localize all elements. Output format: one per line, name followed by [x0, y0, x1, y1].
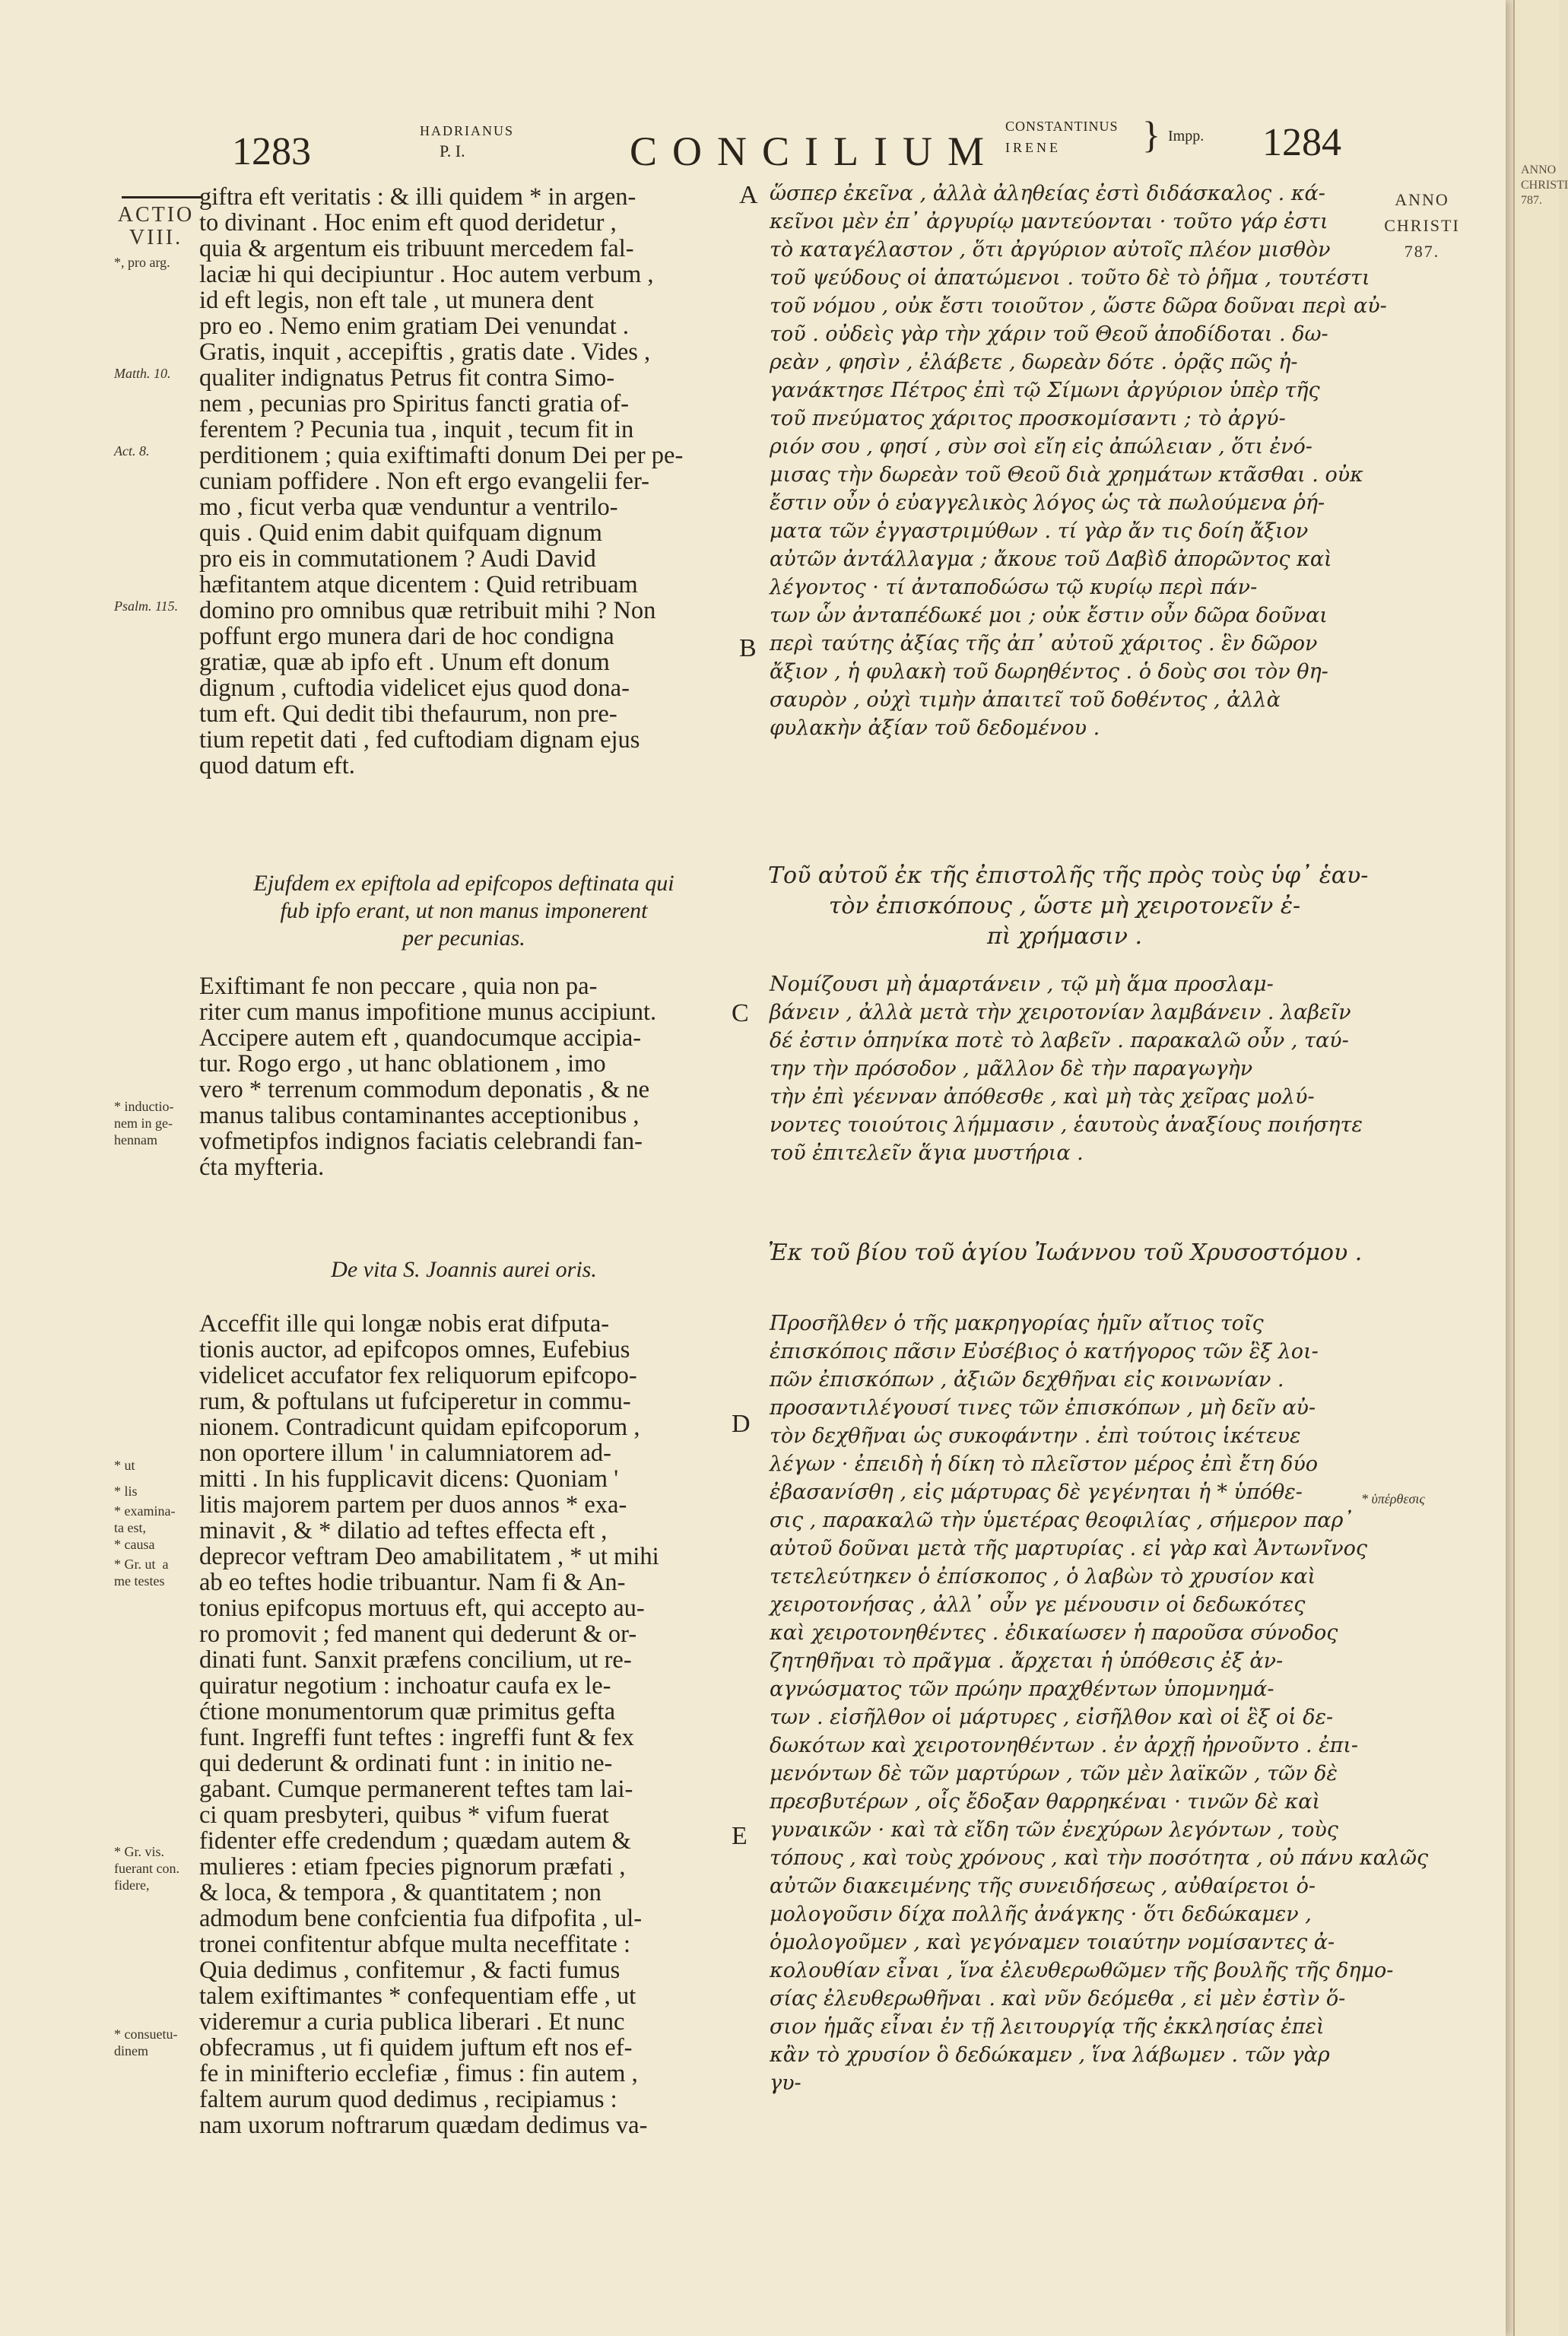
greek-text-block-3: Προσῆλθεν ὁ τῆς μακρηγορίας ἡμῖν αἴτιος τοῖς ἐπισκόποις πᾶσιν Εὐσέβιος ὁ κατήγορος τῶν ἓξ λοι- πῶν ἐπισκόπων , ἀξιῶν δεχθῆναι εἰς κοινωνίαν . προσαντιλέγουσί τινες τῶν ἐπισκόπων , μὴ δεῖν αὐ- τὸν δεχθῆναι ὡς συκοφάντην . ἐπὶ τούτοις ἱκέτευε λέγων · ἐπειδὴ ἡ δίκη τὸ πλεῖστον μέρος ἐπὶ ἔτη δύο ἐβασανίσθη , εἰς μάρτυρας δὲ γεγένηται ἡ * ὑπόθε- σις , παρακαλῶ τὴν ὑμετέρας θεοφιλίας , σήμερον παρ᾽ αὐτοῦ δοῦναι μετὰ τῆς μαρτυρίας . εἰ γὰρ καὶ Ἀντωνῖνος τετελεύτηκεν ὁ ἐπίσκοπος , ὁ λαβὼν τὸ χρυσίον καὶ χειροτονήσας , ἀλλ᾽ οὖν γε μένουσιν οἱ δεδωκότες καὶ χειροτονηθέντες . ἐδικαίωσεν ἡ παροῦσα σύνοδος ζητηθῆναι τὸ πρᾶγμα . ἄρχεται ἡ ὑπόθεσις ἐξ ἀν- αγνώσματος τῶν πρώην πραχθέντων ὑπομνημά- των . εἰσῆλθον οἱ μάρτυρες , εἰσῆλθον καὶ οἱ ἓξ οἱ δε- δωκότων καὶ χειροτονηθέντων . ἐν ἀρχῇ ἠρνοῦντο . ἐπι- μενόντων δὲ τῶν μαρτύρων , τῶν μὲν λαϊκῶν , τῶν δὲ πρεσβυτέρων , οἷς ἔδοξαν θαρρηκέναι · τινῶν δὲ καὶ γυναικῶν · καὶ τὰ εἴδη τῶν ἐνεχύρων λεγόντων , τοὺς τόπους , καὶ τοὺς χρόνους , καὶ τὴν ποσότητα , οὐ πάνυ καλῶς αὐτῶν διακειμένης τῆς συνειδήσεως , αὐθαίρετοι ὁ- μολογοῦσιν δίχα πολλῆς ἀνάγκης · ὅτι δεδώκαμεν , ὁμολογοῦμεν , καὶ γεγόναμεν τοιαύτην νομίσαντες ἀ- κολουθίαν εἶναι , ἵνα ἐλευθερωθῶμεν τῆς βουλῆς τῆς δημο- σίας ἐλευθερωθῆναι . καὶ νῦν δεόμεθα , εἰ μὲν ἐστὶν ὅ- σιον ἡμᾶς εἶναι ἐν τῇ λειτουργίᾳ τῆς ἐκκλησίας ἐπεὶ κἂν τὸ χρυσίον ὃ δεδώκαμεν , ἵνα λάβωμεν . τῶν γὰρ γυ-	[770, 1312, 1429, 2095]
latin-text-block-1: giftra eft veritatis : & illi quidem * in argen- to divinant . Hoc enim eft quod deridetur , quia & argentum eis tribuunt mercedem fal- laciæ hi qui decipiuntur . Hoc autem verbum , id eft legis, non eft tale , ut munera dent pro eo . Nemo enim gratiam Dei venundat . Gratis, inquit , accepiftis , gratis date . Vides , qualiter indignatus Petrus fit contra Simo- nem , pecunias pro Spiritus fancti gratia of- ferentem ? Pecunia tua , inquit , tecum fit in perditionem ; quia exiftimafti donum Dei per pe- cuniam poffidere . Non eft ergo evangelii fer- mo , ficut verba quæ venduntur a ventrilo- quis . Quid enim dabit quifquam dignum pro eis in commutationem ? Audi David hæfitantem atque dicentem : Quid retribuam domino pro omnibus quæ retribuit mihi ? Non poffunt ergo munera dari de hoc condigna gratiæ, quæ ab ipfo eft . Unum eft donum dignum , cuftodia videlicet ejus quod dona- tum eft. Qui dedit tibi thefaurum, non pre- tium repetit dati , fed cuftodiam dignam ejus quod datum eft.	[199, 183, 684, 779]
header-impp: Impp.	[1168, 128, 1205, 144]
page-number-left: 1283	[232, 130, 311, 173]
section-letter-e: E	[732, 1822, 747, 1850]
header-hadrianus: HADRIANUS	[420, 123, 515, 138]
greek-text-block-1: ὥσπερ ἐκεῖνα , ἀλλὰ ἀληθείας ἐστὶ διδάσκαλος . κά- κεῖνοι μὲν ἐπ᾽ ἀργυρίῳ μαντεύονται · τοῦτο γάρ ἐστι τὸ καταγέλαστον , ὅτι ἀργύριον αὐτοῖς πλέον μισθὸν τοῦ ψεύδους οἱ ἀπατώμενοι . τοῦτο δὲ τὸ ῥῆμα , τουτέστι τοῦ νόμου , οὐκ ἔστι τοιοῦτον , ὥστε δῶρα δοῦναι περὶ αὐ- τοῦ . οὐδεὶς γὰρ τὴν χάριν τοῦ Θεοῦ ἀποδίδοται . δω- ρεὰν , φησὶν , ἐλάβετε , δωρεὰν δότε . ὁρᾷς πῶς ἠ- γανάκτησε Πέτρος ἐπὶ τῷ Σίμωνι ἀργύριον ὑπὲρ τῆς τοῦ πνεύματος χάριτος προσκομίσαντι ; τὸ ἀργύ- ριόν σου , φησί , σὺν σοὶ εἴη εἰς ἀπώλειαν , ὅτι ἐνό- μισας τὴν δωρεὰν τοῦ Θεοῦ διὰ χρημάτων κτᾶσθαι . οὐκ ἔστιν οὖν ὁ εὐαγγελικὸς λόγος ὡς τὰ πωλούμενα ῥή- ματα τῶν ἐγγαστριμύθων . τί γὰρ ἄν τις δοίη ἄξιον αὐτῶν ἀντάλλαγμα ; ἄκουε τοῦ Δαβὶδ ἀπορῶντος καὶ λέγοντος · τί ἀνταποδώσω τῷ κυρίῳ περὶ πάν- των ὧν ἀνταπέδωκέ μοι ; οὐκ ἔστιν οὖν δῶρα δοῦναι περὶ ταύτης ἀξίας τῆς ἀπ᾽ αὐτοῦ χάριτος . ἓν δῶρον ἄξιον , ἡ φυλακὴ τοῦ δωρηθέντος . ὁ δοὺς σοι τὸν θη- σαυρὸν , οὐχὶ τιμὴν ἀπαιτεῖ τοῦ δοθέντος , ἀλλὰ φυλακὴν ἀξίαν τοῦ δεδομένου .	[770, 182, 1387, 740]
margin-examina: * examina- ta est, * causa	[114, 1503, 176, 1552]
margin-psalm: Psalm. 115.	[114, 598, 179, 614]
margin-matth: Matth. 10.	[114, 366, 171, 381]
margin-gr-ut: * Gr. ut a me testes	[114, 1557, 169, 1589]
margin-actio: ACTIO VIII.	[117, 203, 195, 249]
header-p1: P. I.	[440, 141, 465, 160]
margin-gr-vis: * Gr. vis. fuerant con. fidere,	[114, 1844, 179, 1893]
margin-ut: * ut	[114, 1458, 135, 1473]
latin-heading-vita: De vita S. Joannis aurei oris.	[331, 1257, 597, 1282]
margin-lis: * lis	[114, 1484, 138, 1499]
next-page-edge	[1513, 0, 1568, 2336]
section-letter-d: D	[732, 1410, 751, 1438]
greek-heading-vita: Ἐκ τοῦ βίου τοῦ ἁγίου Ἰωάννου τοῦ Χρυσοστόμου .	[768, 1239, 1363, 1266]
section-letter-b: B	[739, 634, 757, 662]
section-letter-a: A	[739, 181, 758, 209]
margin-hyperthesis: * ὑπέρθεσις	[1361, 1491, 1425, 1506]
margin-anno-christi: ANNO CHRISTI 787.	[1384, 190, 1460, 261]
greek-heading-epistola: Τοῦ αὐτοῦ ἐκ τῆς ἐπιστολῆς τῆς πρὸς τοὺς ὑφ᾽ ἑαυ- τὸν ἐπισκόπους , ὥστε μὴ χειροτονεῖν ἐ- πὶ χρήμασιν .	[768, 862, 1369, 950]
greek-text-block-2: Νομίζουσι μὴ ἁμαρτάνειν , τῷ μὴ ἅμα προσλαμ- βάνειν , ἀλλὰ μετὰ τὴν χειροτονίαν λαμβάνειν . λαβεῖν δέ ἐστιν ὁπηνίκα ποτὲ τὸ λαβεῖν . παρακαλῶ οὖν , ταύ- την τὴν πρόσοδον , μᾶλλον δὲ τὴν παραγωγὴν τὴν ἐπὶ γέενναν ἀπόθεσθε , καὶ μὴ τὰς χεῖρας μολύ- νοντες τοιούτοις λήμμασιν , ἑαυτοὺς ἀναξίους ποιήσητε τοῦ ἐπιτελεῖν ἅγια μυστήρια .	[770, 973, 1363, 1165]
margin-act: Act. 8.	[114, 443, 150, 459]
running-title: CONCILIUM	[630, 129, 999, 174]
header-irene: IRENE	[1005, 140, 1061, 155]
latin-text-block-2: Exiftimant fe non peccare , quia non pa- riter cum manus impofitione munus accipiunt. Accipere autem eft , quandocumque accipia- tur. Rogo ergo , ut hanc oblationem , imo vero * terrenum commodum deponatis , & ne manus talibus contaminantes acceptionibus , vofmetipfos indignos faciatis celebrandi fan- ćta myfteria.	[199, 973, 657, 1181]
header-brace: }	[1142, 113, 1160, 156]
latin-heading-epistola: Ejufdem ex epiftola ad epifcopos deftinata qui fub ipfo erant, ut non manus imponerent per pecunias.	[253, 871, 674, 951]
section-letter-c: C	[732, 999, 749, 1027]
latin-text-block-3: Acceffit ille qui longæ nobis erat difputa- tionis auctor, ad epifcopos omnes, Eufebius videlicet accufator fex reliquorum epifcopo- rum, & poftulans ut fufciperetur in commu- nionem. Contradicunt quidam epifcoporum , non oportere illum ' in calumniatorem ad- mitti . In his fupplicavit dicens: Quoniam ' litis majorem partem per duos annos * exa- minavit , & * dilatio ad teftes effecta eft , deprecor veftram Deo amabilitatem , * ut mihi ab eo teftes hodie tribuantur. Nam fi & An- tonius epifcopus mortuus eft, qui accepto au- ro promovit ; fed manent qui dederunt & or- dinati funt. Sanxit præfens concilium, ut re- quiratur negotium : inchoatur caufa ex le- ćtione monumentorum quæ primitus gefta funt. Ingreffi funt teftes : ingreffi funt & fex qui dederunt & ordinati funt : in initio ne- gabant. Cumque permanerent teftes tam lai- ci quam presbyteri, quibus * vifum fuerat fidenter effe credendum ; quædam autem & mulieres : etiam fpecies pignorum præfati , & loca, & tempora , & quantitatem ; non admodum bene confcientia fua difpofita , ul- tronei confitentur abfque multa neceffitate : Quia dedimus , confitemur , & facti fumus talem exiftimantes * confequentiam effe , ut videremur a curia publica liberari . Et nunc obfecramus , ut fi quidem juftum eft nos ef- fe in minifterio ecclefiæ , fimus : fin autem , faltem aurum quod dedimus , recipiamus : nam uxorum noftrarum quædam dedimus va-	[199, 1310, 659, 2139]
margin-pro-arg: *, pro arg.	[114, 255, 170, 270]
margin-consuetu: * consuetu- dinem	[114, 2027, 178, 2058]
actio-rule	[122, 196, 202, 198]
next-page-anno: ANNO CHRISTI 787.	[1521, 163, 1568, 207]
header-constantinus: CONSTANTINUS	[1005, 119, 1119, 134]
page-number-right: 1284	[1262, 121, 1341, 164]
margin-inductio: * inductio- nem in ge- hennam	[114, 1099, 174, 1147]
